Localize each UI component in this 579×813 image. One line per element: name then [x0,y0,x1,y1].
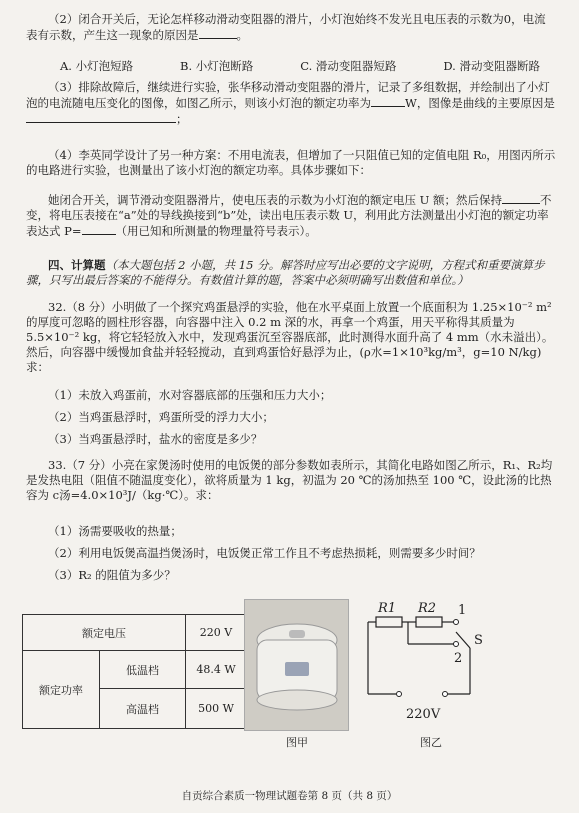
supply-terminal [397,692,402,697]
resistor-r2 [416,617,442,627]
question-33-stem: 33.（7 分）小亮在家煲汤时使用的电饭煲的部分参数如表所示，其简化电路如图乙所示，R₁、R₂均是发热电阻（阻值不随温度变化），欲将质量为 1 kg，初温为 20 ℃的汤加热至 100 ℃，设此汤的比热容为 c汤=4.0×10³J/（kg·℃）。求： [26,458,553,502]
question-2 [26,12,556,43]
question-4-step-1: 她闭合开关，调节滑动变阻器滑片，使电压表的示数为小灯泡的额定电压 U 额；然后保持 [48,193,502,207]
supply-label: 220V [406,707,441,722]
rice-cooker-image [245,600,348,730]
answer-blank [82,223,116,235]
question-2-tail: 。 [236,28,248,42]
section-instructions: （本大题包括 2 小题，共 15 分。解答时应写出必要的文字说明，方程式和重要演算步骤，只写出最后答案的不能得分。有数值计算的题，答案中必须明确写出数值和单位。） [26,258,545,287]
answer-blank [502,192,540,204]
answer-blank [199,27,237,39]
question-32-stem: 32.（8 分）小明做了一个探究鸡蛋悬浮的实验，他在水平桌面上放置一个底面积为 1.25×10⁻² m² 的厚度可忽略的圆柱形容器，向容器中注入 0.2 m 深的水，再拿一个鸡蛋，用天平称得其质量为 5.5×10⁻² kg，将它轻轻放入水中，发现鸡蛋沉至容器底部，此时测得水面升高了 4 mm（水未溢出）。然后，向容器中缓慢加食盐并轻轻搅动，直到鸡蛋恰好悬浮为止，(ρ水=1×10³kg/m³，g=10 N/kg)求： [26,300,554,374]
question-3-text-2: W，图像是曲线的主要原因是 [405,96,555,110]
contact-1-terminal [454,620,459,625]
question-4-step-3: （用已知和所测量的物理量符号表示）。 [115,224,317,238]
option-d: D. 滑动变阻器断路 [443,59,540,73]
question-4-intro: （4）李英同学设计了另一种方案：不用电流表，但增加了一只阻值已知的定值电阻 R₀，用图丙所示的电路进行实验，也测量出了该小灯泡的额定功率。具体步骤如下： [26,148,556,177]
question-33-sub-2: （2）利用电饭煲高温挡煲汤时，电饭煲正常工作且不考虑热损耗，则需要多少时间？ [48,546,481,560]
supply-terminal [443,692,448,697]
question-2-options [60,58,540,74]
page-footer: 自贡综合素质一物理试题卷第 8 页（共 8 页） [181,790,398,802]
question-2-stem: （2）闭合开关后，无论怎样移动滑动变阻器的滑片，小灯泡始终不发光且电压表的示数为0，电流表有示数，产生这一现象的原因是 [26,12,546,42]
option-b: B. 小灯泡断路 [180,59,254,73]
question-4-step-2: 不变，将电压表接在“a”处的导线换接到“b”处，读出电压表示数 U，利用此方法测量出小灯泡的额定功率表达式 P= [26,193,552,238]
circuit-diagram [358,596,488,736]
question-3 [26,80,556,127]
section-title: 四、计算题 [48,258,106,272]
option-c: C. 滑动变阻器短路 [300,59,397,73]
high-gear-value: 500 W [186,689,247,729]
answer-blank [26,111,176,123]
section-header [26,258,556,288]
r1-label: R1 [378,601,397,616]
question-4-steps [26,192,556,239]
rice-cooker-spec-table [22,614,247,729]
question-33-sub-3: （3）R₂ 的阻值为多少？ [48,568,176,582]
contact-2-terminal [454,642,459,647]
r2-label: R2 [418,601,437,616]
low-gear-label: 低温档 [100,651,186,689]
rated-voltage-value: 220 V [186,615,247,651]
contact-1-label: 1 [458,603,467,618]
question-32-sub-1: （1）未放入鸡蛋前，水对容器底部的压强和压力大小； [48,388,332,402]
option-a: A. 小灯泡短路 [60,59,134,73]
switch-label: S [474,633,483,648]
resistor-r1 [376,617,402,627]
figure-a-caption: 图甲 [286,736,308,749]
figure-b-caption: 图乙 [420,736,442,749]
rice-cooker-photo [244,599,349,731]
question-33-sub-1: （1）汤需要吸收的热量； [48,524,182,538]
rated-voltage-label: 额定电压 [23,615,186,651]
question-3-text-3: ； [176,112,188,126]
low-gear-value: 48.4 W [186,651,247,689]
question-32-sub-2: （2）当鸡蛋悬浮时，鸡蛋所受的浮力大小； [48,410,274,424]
rated-power-label: 额定功率 [23,651,100,729]
high-gear-label: 高温档 [100,689,186,729]
question-32-sub-3: （3）当鸡蛋悬浮时，盐水的密度是多少？ [48,432,263,446]
answer-blank [371,95,405,107]
contact-2-label: 2 [454,651,463,666]
question-3-text-1: （3）排除故障后，继续进行实验，张华移动滑动变阻器的滑片，记录了多组数据，并绘制出了小灯泡的电流随电压变化的图像，如图乙所示，则该小灯泡的额定功率为 [26,80,550,110]
